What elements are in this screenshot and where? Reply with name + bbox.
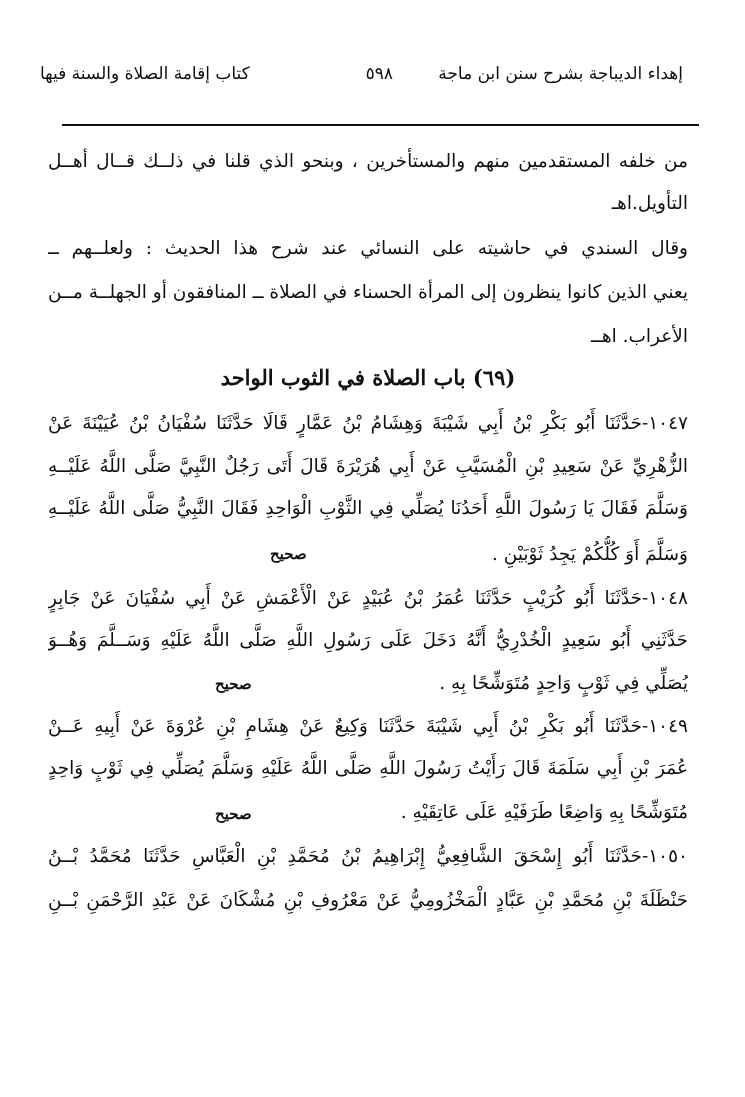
running-header [40,58,683,90]
hadith-line: عُمَرَ بْنِ أَبِي سَلَمَةَ قَالَ رَأَيْتُ رَسُولَ اللَّهِ صَلَّى اللَّهُ عَلَيْهِ وَسَلَّمَ يُصَلِّي فِي ثَوْبٍ وَاحِدٍ [48,758,688,779]
hadith-line: وَسَلَّمَ أَوَ كُلُّكُمْ يَجِدُ ثَوْبَيْنِ . [491,544,688,565]
commentary-line: التأويل.اهـ [611,193,688,214]
hadith-grade-badge: صحيح [270,545,307,563]
hadith-line: ١٠٤٨-حَدَّثَنَا أَبُو كُرَيْبٍ حَدَّثَنَا عُمَرُ بْنُ عُبَيْدٍ عَنْ الْأَعْمَشِ عَنْ أَبِي سُفْيَانَ عَنْ جَابِرٍ [48,588,688,609]
chapter-title: كتاب إقامة الصلاة والسنة فيها [40,64,250,84]
hadith-grade-badge: صحيح [215,675,252,693]
commentary-line: يعني الذين كانوا ينظرون إلى المرأة الحسناء في الصلاة ــ المنافقون أو الجهلــة مــن [48,282,688,303]
hadith-line: وَسَلَّمَ فَقَالَ يَا رَسُولَ اللَّهِ أَحَدُنَا يُصَلِّي فِي الثَّوْبِ الْوَاحِدِ فَقَالَ النَّبِيُّ صَلَّى اللَّهُ عَلَيْــهِ [48,498,688,519]
hadith-grade-badge: صحيح [215,805,252,823]
book-title: إهداء الديباجة بشرح سنن ابن ماجة [438,64,683,84]
hadith-line: يُصَلِّي فِي ثَوْبٍ وَاحِدٍ مُتَوَشِّحًا بِهِ . [439,673,688,694]
chapter-heading: (٦٩) باب الصلاة في الثوب الواحد [220,365,516,390]
hadith-line: ١٠٤٩-حَدَّثَنَا أَبُو بَكْرِ بْنُ أَبِي شَيْبَةَ حَدَّثَنَا وَكِيعٌ عَنْ هِشَامِ بْنِ عُرْوَةَ عَنْ أَبِيهِ عَــنْ [48,716,688,737]
page-number: ٥٩٨ [365,64,393,84]
hadith-line: ١٠٥٠-حَدَّثَنَا أَبُو إِسْحَقَ الشَّافِعِيُّ إِبْرَاهِيمُ بْنُ مُحَمَّدِ بْنِ الْعَبَّاسِ حَدَّثَنَا مُحَمَّدُ بْــنُ [48,846,688,867]
hadith-line: الزُّهْرِيِّ عَنْ سَعِيدِ بْنِ الْمُسَيَّبِ عَنْ أَبِي هُرَيْرَةَ قَالَ أَتَى رَجُلٌ النَّبِيَّ صَلَّى اللَّهُ عَلَيْــهِ [48,456,688,477]
hadith-line: حَنْظَلَةَ بْنِ مُحَمَّدِ بْنِ عَبَّادٍ الْمَخْزُومِيُّ عَنْ مَعْرُوفِ بْنِ مُشْكَانَ عَنْ عَبْدِ الرَّحْمَنِ بْــنِ [48,890,688,911]
commentary-line: الأعراب. اهــ [591,326,688,347]
header-divider [62,124,699,126]
commentary-line: وقال السندي في حاشيته على النسائي عند شرح هذا الحديث : ولعلــهم ــ [48,238,688,259]
commentary-line: من خلفه المستقدمين منهم والمستأخرين ، وبنحو الذي قلنا في ذلــك قــال أهــل [48,151,688,172]
hadith-line: حَدَّثَنِي أَبُو سَعِيدٍ الْخُدْرِيُّ أَنَّهُ دَخَلَ عَلَى رَسُولِ اللَّهِ صَلَّى اللَّهُ عَلَيْهِ وَسَــلَّمَ وَهُــوَ [48,630,688,651]
hadith-line: مُتَوَشِّحًا بِهِ وَاضِعًا طَرَفَيْهِ عَلَى عَاتِقَيْهِ . [400,802,688,823]
hadith-line: ١٠٤٧-حَدَّثَنَا أَبُو بَكْرِ بْنُ أَبِي شَيْبَةَ وَهِشَامُ بْنُ عَمَّارٍ قَالَا حَدَّثَنَا سُفْيَانُ بْنُ عُيَيْنَةَ عَنْ [48,413,688,434]
